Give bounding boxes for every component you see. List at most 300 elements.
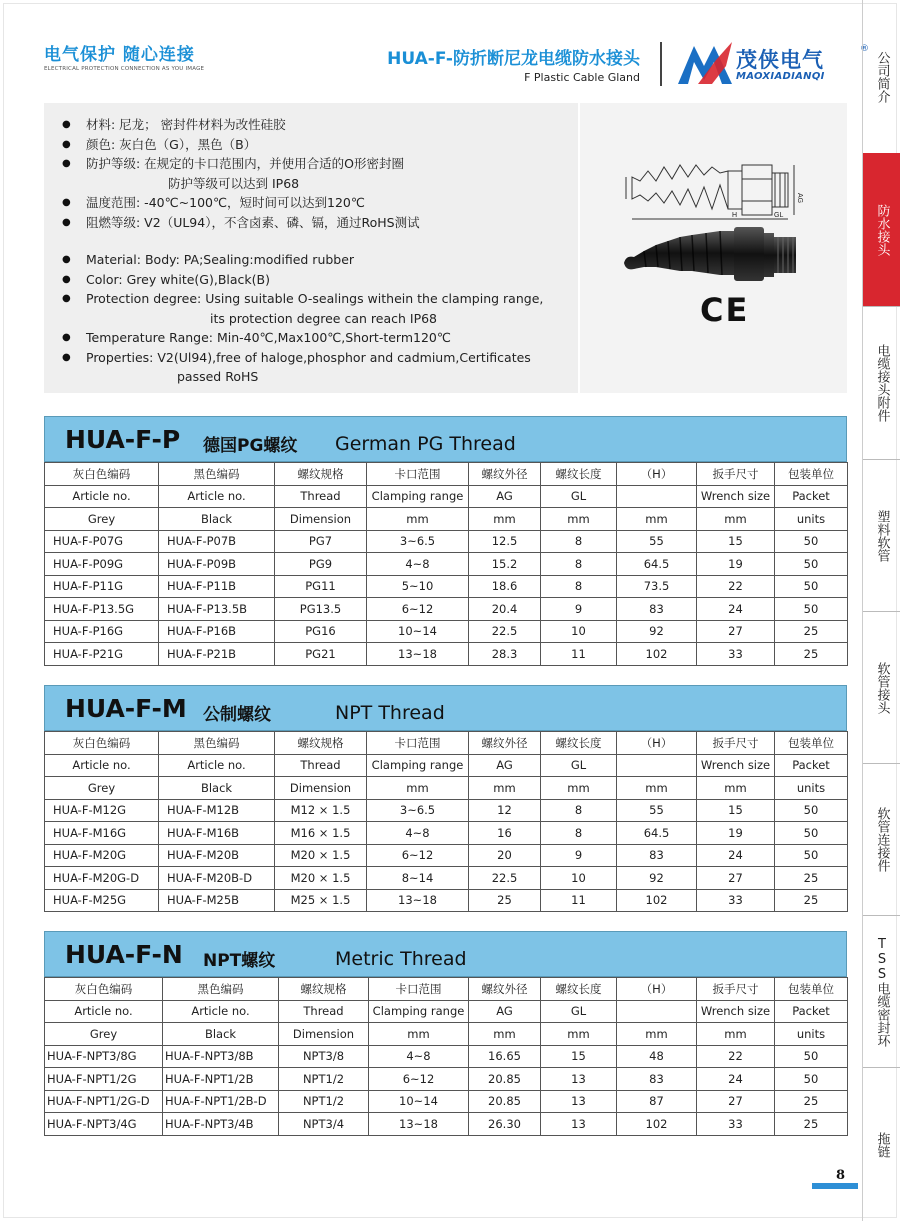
table-row [45, 620, 848, 643]
sidebar-item-label: 软管连接件 [874, 807, 890, 872]
table-row [45, 643, 848, 666]
svg-text:AG: AG [796, 193, 803, 204]
table-cell: HUA-F-P11B [159, 575, 275, 598]
table-header-cell: Black [163, 1023, 279, 1046]
table-cell: 25 [775, 1113, 848, 1136]
table-cell: 50 [775, 822, 848, 845]
table-cell: 22 [697, 575, 775, 598]
table-cell: 6~12 [369, 1068, 469, 1091]
table-cell: NPT1/2 [279, 1090, 369, 1113]
section-code: HUA-F-M [65, 694, 187, 723]
sidebar-item-label: 防水接头 [874, 203, 890, 256]
section-title-en: German PG Thread [335, 433, 516, 455]
table-cell: 8 [541, 553, 617, 576]
spec-table [44, 462, 848, 666]
section-title-cn: 德国PG螺纹 [203, 436, 298, 456]
section-npt-thread [44, 931, 847, 1136]
table-cell: 102 [617, 643, 697, 666]
table-cell: 6~12 [367, 598, 469, 621]
table-header-cell: Grey [45, 1023, 163, 1046]
brand-slogan: 电气保护 随心连接 [44, 45, 195, 65]
table-cell: HUA-F-NPT3/8B [163, 1045, 279, 1068]
section-pg-thread [44, 416, 847, 666]
table-cell: M12 × 1.5 [275, 799, 367, 822]
table-header-cell: mm [697, 508, 775, 531]
table-cell: 22.5 [469, 620, 541, 643]
table-row [45, 1045, 848, 1068]
section-title-en: Metric Thread [335, 948, 467, 970]
section-title-cn: 公制螺纹 [203, 705, 271, 725]
table-cell: 16.65 [469, 1045, 541, 1068]
table-header-cell: 扳手尺寸 [697, 463, 775, 486]
section-code: HUA-F-N [65, 940, 183, 969]
table-cell: 16 [469, 822, 541, 845]
table-header-cell: AG [469, 754, 541, 777]
table-cell: HUA-F-P16B [159, 620, 275, 643]
table-header-cell: AG [469, 485, 541, 508]
table-header-cell: mm [617, 508, 697, 531]
spec-item: ● 材料: 尼龙； 密封件材料为改性硅胶 [62, 115, 576, 135]
table-cell: 50 [775, 799, 848, 822]
section-metric-thread [44, 685, 847, 912]
table-cell: 3~6.5 [367, 530, 469, 553]
table-cell: HUA-F-NPT1/2B-D [163, 1090, 279, 1113]
table-header-cell: Dimension [279, 1023, 369, 1046]
table-cell: HUA-F-M20B-D [159, 867, 275, 890]
bullet-icon: ● [62, 197, 71, 208]
table-cell: HUA-F-P07G [45, 530, 159, 553]
table-header-cell: mm [697, 1023, 775, 1046]
table-header-cell: 黑色编码 [159, 732, 275, 755]
svg-text:H: H [732, 212, 738, 219]
table-row [45, 1068, 848, 1091]
table-cell: 4~8 [367, 822, 469, 845]
table-cell: 24 [697, 1068, 775, 1091]
table-cell: 20.85 [469, 1068, 541, 1091]
spec-item-continuation: passed RoHS [177, 369, 259, 384]
sidebar-item-label: 塑料软管 [874, 509, 890, 562]
spec-item-continuation: 防护等级可以达到 IP68 [168, 175, 300, 191]
table-cell: M25 × 1.5 [275, 889, 367, 912]
table-cell: 13~18 [369, 1113, 469, 1136]
spec-item: ● 阻燃等级: V2（UL94），不含卤素、磷、镉，通过RoHS测试 [62, 213, 576, 233]
table-row [45, 1090, 848, 1113]
table-cell: HUA-F-NPT1/2G [45, 1068, 163, 1091]
table-cell: 13~18 [367, 643, 469, 666]
company-logo [676, 38, 869, 88]
table-row [45, 598, 848, 621]
bullet-icon: ● [62, 216, 71, 228]
spec-item: ● Temperature Range: Min-40℃,Max100℃,Short-term120℃ [62, 328, 576, 348]
table-header-cell: Clamping range [367, 754, 469, 777]
table-header-cell: GL [541, 754, 617, 777]
table-cell: 25 [775, 643, 848, 666]
table-header-row [45, 1023, 848, 1046]
table-cell: 12 [469, 799, 541, 822]
table-cell: 25 [775, 620, 848, 643]
table-cell: 64.5 [617, 822, 697, 845]
table-header-cell: 螺纹规格 [275, 732, 367, 755]
technical-drawing-icon [620, 143, 820, 223]
table-header-cell: Wrench size [697, 485, 775, 508]
table-header-cell: 黑色编码 [159, 463, 275, 486]
table-header-row [45, 732, 848, 755]
page-title-block [387, 44, 640, 84]
table-cell: HUA-F-M12G [45, 799, 159, 822]
table-header-cell: Packet [775, 754, 848, 777]
table-header-cell: mm [541, 777, 617, 800]
spec-item: ● Properties: V2(Ul94),free of haloge,phosphor and cadmium,Certificates [62, 348, 576, 368]
table-row [45, 844, 848, 867]
table-cell: HUA-F-P21G [45, 643, 159, 666]
table-cell: 10 [541, 620, 617, 643]
table-cell: 13 [541, 1113, 617, 1136]
page-number-bar [812, 1183, 858, 1189]
table-header-cell: Dimension [275, 508, 367, 531]
table-header-cell: Packet [775, 485, 848, 508]
table-cell: 50 [775, 598, 848, 621]
table-cell: 22.5 [469, 867, 541, 890]
table-header-cell: GL [541, 1000, 617, 1023]
table-cell: 10~14 [367, 620, 469, 643]
table-cell: 13 [541, 1090, 617, 1113]
table-header-cell: Thread [275, 485, 367, 508]
table-header-cell: Thread [275, 754, 367, 777]
table-cell: 8 [541, 530, 617, 553]
table-cell: 28.3 [469, 643, 541, 666]
table-header-cell: 包装单位 [775, 978, 848, 1001]
table-header-cell: 螺纹规格 [275, 463, 367, 486]
spec-table [44, 977, 848, 1136]
table-header-cell: Black [159, 508, 275, 531]
table-header-cell: mm [541, 1023, 617, 1046]
table-cell: 3~6.5 [367, 799, 469, 822]
page-subtitle: F Plastic Cable Gland [524, 71, 640, 84]
table-header-cell: Article no. [45, 754, 159, 777]
sidebar-item-company[interactable] [863, 0, 900, 153]
table-header-cell: mm [617, 777, 697, 800]
table-header-cell: Clamping range [369, 1000, 469, 1023]
bullet-icon: ● [62, 351, 71, 363]
bullet-icon: ● [62, 138, 71, 150]
bullet-icon: ● [62, 254, 71, 265]
registered-mark: ® [860, 44, 869, 54]
table-cell: HUA-F-M20G [45, 844, 159, 867]
table-header-row [45, 485, 848, 508]
table-cell: 92 [617, 867, 697, 890]
table-cell: 27 [697, 620, 775, 643]
table-cell: 64.5 [617, 553, 697, 576]
section-title-bar [44, 931, 847, 977]
table-cell: NPT3/8 [279, 1045, 369, 1068]
table-cell: PG9 [275, 553, 367, 576]
svg-text:GL: GL [774, 212, 784, 219]
table-header-cell: Article no. [163, 1000, 279, 1023]
spec-item: ● 防护等级: 在规定的卡口范围内，并使用合适的O形密封圈 [62, 154, 576, 174]
table-header-row [45, 463, 848, 486]
table-cell: 8 [541, 799, 617, 822]
table-header-cell: Thread [279, 1000, 369, 1023]
table-header-cell: Wrench size [697, 1000, 775, 1023]
table-header-row [45, 1000, 848, 1023]
sidebar-item-label: TSS电缆密封环 [874, 936, 890, 1047]
sidebar-item-hose-fittings[interactable] [863, 611, 900, 763]
sidebar-item-cable-accessories[interactable] [863, 306, 900, 459]
section-title-bar [44, 685, 847, 731]
table-cell: 33 [697, 889, 775, 912]
table-cell: 87 [617, 1090, 697, 1113]
table-cell: 20 [469, 844, 541, 867]
page-header [0, 0, 869, 95]
table-cell: HUA-F-P09G [45, 553, 159, 576]
table-header-cell: Article no. [45, 1000, 163, 1023]
table-cell: 9 [541, 844, 617, 867]
cable-gland-photo-icon [616, 225, 816, 295]
table-header-row [45, 754, 848, 777]
table-header-cell: mm [541, 508, 617, 531]
table-cell: HUA-F-M25G [45, 889, 159, 912]
table-cell: 15 [697, 799, 775, 822]
table-header-cell: 螺纹外径 [469, 978, 541, 1001]
table-row [45, 553, 848, 576]
table-cell: 83 [617, 844, 697, 867]
table-cell: HUA-F-NPT1/2G-D [45, 1090, 163, 1113]
table-header-cell: Grey [45, 777, 159, 800]
title-divider [660, 42, 662, 86]
table-cell: 27 [697, 1090, 775, 1113]
table-cell: 48 [617, 1045, 697, 1068]
table-cell: NPT1/2 [279, 1068, 369, 1091]
bullet-icon: ● [62, 119, 71, 130]
table-header-cell: AG [469, 1000, 541, 1023]
brand-slogan-block [44, 40, 204, 72]
bullet-icon: ● [62, 158, 71, 169]
table-header-cell: 卡口范围 [367, 732, 469, 755]
table-header-cell: 包装单位 [775, 732, 848, 755]
table-header-cell: 螺纹长度 [541, 978, 617, 1001]
table-header-cell: 扳手尺寸 [697, 732, 775, 755]
table-cell: 5~10 [367, 575, 469, 598]
table-row [45, 1113, 848, 1136]
sidebar-item-hose-connectors[interactable] [863, 763, 900, 915]
table-cell: HUA-F-P13.5G [45, 598, 159, 621]
logo-mark-icon [676, 40, 734, 86]
table-header-row [45, 978, 848, 1001]
table-cell: HUA-F-M16G [45, 822, 159, 845]
table-header-row [45, 777, 848, 800]
table-header-cell: 螺纹长度 [541, 463, 617, 486]
table-header-cell: 扳手尺寸 [697, 978, 775, 1001]
table-cell: 83 [617, 1068, 697, 1091]
table-cell: M20 × 1.5 [275, 867, 367, 890]
table-cell: HUA-F-P21B [159, 643, 275, 666]
spec-item: ● Protection degree: Using suitable O-sealings withein the clamping range, [62, 289, 576, 309]
table-cell: HUA-F-P09B [159, 553, 275, 576]
product-image-area [578, 103, 847, 393]
table-cell: 12.5 [469, 530, 541, 553]
sidebar-item-label: 拖链 [874, 1131, 890, 1158]
table-cell: 26.30 [469, 1113, 541, 1136]
table-cell: NPT3/4 [279, 1113, 369, 1136]
table-cell: HUA-F-NPT3/4B [163, 1113, 279, 1136]
table-cell: PG11 [275, 575, 367, 598]
table-cell: M16 × 1.5 [275, 822, 367, 845]
table-cell: PG16 [275, 620, 367, 643]
table-row [45, 530, 848, 553]
spec-item: ● 颜色: 灰白色（G），黑色（B） [62, 135, 576, 155]
spec-item: ● 温度范围: -40℃~100℃，短时间可以达到120℃ [62, 193, 576, 213]
table-header-cell: 螺纹外径 [469, 463, 541, 486]
brand-slogan-sub: ELECTRICAL PROTECTION CONNECTION AS YOU IMAGE [44, 66, 205, 72]
ce-mark: CE [700, 291, 750, 329]
table-cell: 8 [541, 822, 617, 845]
table-cell: 10 [541, 867, 617, 890]
table-cell: 55 [617, 799, 697, 822]
table-cell: 25 [775, 889, 848, 912]
table-cell: HUA-F-M16B [159, 822, 275, 845]
bullet-icon: ● [62, 293, 71, 304]
table-cell: 83 [617, 598, 697, 621]
sidebar-item-plastic-hose[interactable] [863, 459, 900, 611]
table-header-cell: 灰白色编码 [45, 732, 159, 755]
table-cell: HUA-F-P07B [159, 530, 275, 553]
sidebar-item-label: 软管接头 [874, 661, 890, 714]
table-header-cell: units [775, 508, 848, 531]
section-title-cn: NPT螺纹 [203, 951, 276, 971]
sidebar-item-label: 电缆接头附件 [874, 344, 890, 422]
table-cell: 15.2 [469, 553, 541, 576]
table-row [45, 889, 848, 912]
table-header-cell: mm [469, 1023, 541, 1046]
table-cell: PG7 [275, 530, 367, 553]
table-header-cell: Clamping range [367, 485, 469, 508]
table-cell: 20.4 [469, 598, 541, 621]
table-cell: HUA-F-P13.5B [159, 598, 275, 621]
table-cell: 50 [775, 844, 848, 867]
table-cell: 20.85 [469, 1090, 541, 1113]
table-cell: 22 [697, 1045, 775, 1068]
table-header-cell: mm [697, 777, 775, 800]
table-cell: 25 [775, 867, 848, 890]
table-cell: 6~12 [367, 844, 469, 867]
table-cell: HUA-F-M20B [159, 844, 275, 867]
table-cell: HUA-F-NPT1/2B [163, 1068, 279, 1091]
sidebar-item-tss-seal[interactable] [863, 915, 900, 1067]
table-header-cell: 卡口范围 [369, 978, 469, 1001]
table-header-cell: 包装单位 [775, 463, 848, 486]
table-header-cell: mm [367, 777, 469, 800]
bullet-icon: ● [62, 332, 71, 343]
table-cell: 25 [469, 889, 541, 912]
spec-table [44, 731, 848, 912]
sidebar-item-waterproof[interactable] [863, 153, 900, 306]
table-header-cell: GL [541, 485, 617, 508]
table-header-cell: mm [367, 508, 469, 531]
sidebar-item-drag-chain[interactable] [863, 1067, 900, 1221]
spec-item-continuation: its protection degree can reach IP68 [210, 310, 438, 326]
table-header-cell: 螺纹外径 [469, 732, 541, 755]
table-header-cell: 黑色编码 [163, 978, 279, 1001]
table-cell: 8 [541, 575, 617, 598]
page-title: HUA-F-防折断尼龙电缆防水接头 [387, 49, 640, 69]
table-header-cell: units [775, 1023, 848, 1046]
section-code: HUA-F-P [65, 425, 181, 454]
section-title-bar [44, 416, 847, 462]
table-cell: 11 [541, 643, 617, 666]
table-row [45, 867, 848, 890]
table-cell: HUA-F-P16G [45, 620, 159, 643]
logo-subtext: MAOXIADIANQI [736, 71, 825, 82]
bullet-icon: ● [62, 273, 71, 285]
page-number: 8 [836, 1168, 846, 1183]
table-header-cell: Packet [775, 1000, 848, 1023]
table-cell: 13 [541, 1068, 617, 1091]
table-cell: 92 [617, 620, 697, 643]
table-header-cell: mm [617, 1023, 697, 1046]
table-header-cell: 灰白色编码 [45, 978, 163, 1001]
table-cell: 8~14 [367, 867, 469, 890]
table-cell: 33 [697, 1113, 775, 1136]
table-cell: HUA-F-NPT3/8G [45, 1045, 163, 1068]
product-info-panel [44, 103, 847, 393]
table-header-cell: units [775, 777, 848, 800]
table-header-cell: Article no. [159, 754, 275, 777]
table-cell: 19 [697, 553, 775, 576]
table-cell: 102 [617, 889, 697, 912]
table-cell: 50 [775, 575, 848, 598]
table-header-cell: Wrench size [697, 754, 775, 777]
table-cell: HUA-F-M20G-D [45, 867, 159, 890]
table-header-cell [617, 1000, 697, 1023]
table-cell: 24 [697, 844, 775, 867]
table-cell: 18.6 [469, 575, 541, 598]
table-cell: PG21 [275, 643, 367, 666]
table-header-cell: 卡口范围 [367, 463, 469, 486]
table-cell: 25 [775, 1090, 848, 1113]
table-cell: 24 [697, 598, 775, 621]
table-header-row [45, 508, 848, 531]
table-header-cell: 螺纹长度 [541, 732, 617, 755]
table-cell: 55 [617, 530, 697, 553]
sidebar-item-label: 公司简介 [874, 50, 890, 103]
side-navigation [862, 0, 900, 1221]
table-header-cell: 螺纹规格 [279, 978, 369, 1001]
table-header-cell: mm [469, 508, 541, 531]
table-cell: PG13.5 [275, 598, 367, 621]
table-cell: 19 [697, 822, 775, 845]
table-header-cell: Article no. [159, 485, 275, 508]
table-cell: 4~8 [367, 553, 469, 576]
table-cell: 73.5 [617, 575, 697, 598]
table-cell: 10~14 [369, 1090, 469, 1113]
table-cell: 27 [697, 867, 775, 890]
table-cell: 50 [775, 1068, 848, 1091]
table-cell: 50 [775, 553, 848, 576]
table-cell: 13~18 [367, 889, 469, 912]
table-cell: HUA-F-M12B [159, 799, 275, 822]
table-row [45, 822, 848, 845]
logo-text: 茂侠电气 [736, 48, 824, 72]
table-header-cell: mm [369, 1023, 469, 1046]
table-header-cell: （H） [617, 978, 697, 1001]
table-header-cell: （H） [617, 463, 697, 486]
table-cell: 4~8 [369, 1045, 469, 1068]
table-cell: 33 [697, 643, 775, 666]
section-title-en: NPT Thread [335, 702, 445, 724]
table-header-cell [617, 485, 697, 508]
table-row [45, 799, 848, 822]
table-cell: 15 [697, 530, 775, 553]
